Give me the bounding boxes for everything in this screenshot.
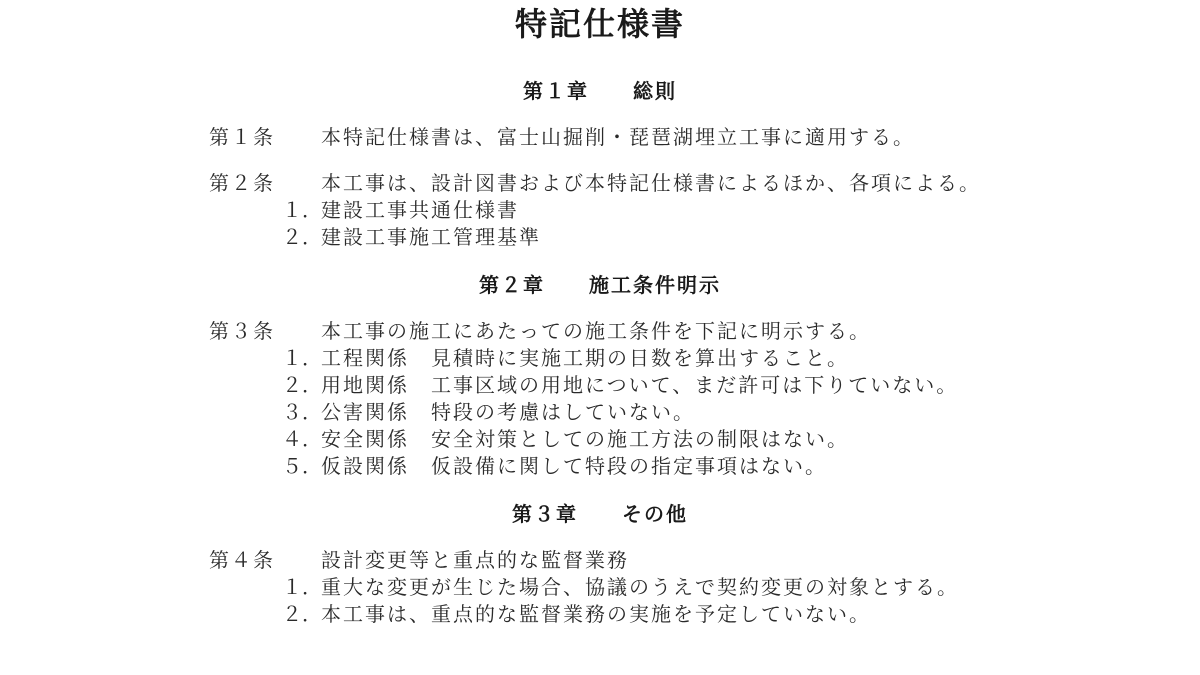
article-row	[0, 171, 1200, 198]
item-text: 重大な変更が生じた場合、協議のうえで契約変更の対象とする。	[321, 577, 959, 599]
article-text: 設計変更等と重点的な監督業務	[321, 550, 629, 572]
article-3	[0, 319, 1200, 481]
item-number: １．	[282, 577, 322, 599]
article-2	[0, 171, 1200, 252]
item-number: ４．	[282, 429, 322, 451]
item-number: ３．	[282, 402, 322, 424]
list-item	[0, 575, 1200, 602]
chapter-2	[0, 272, 1200, 481]
item-number: １．	[282, 200, 322, 222]
chapter-title: その他	[622, 504, 688, 526]
chapter-title: 施工条件明示	[589, 275, 721, 297]
article-label: 第１条	[209, 127, 275, 149]
item-text: 建設工事施工管理基準	[321, 227, 541, 249]
chapter-heading	[0, 272, 1200, 300]
chapter-heading	[0, 78, 1200, 106]
chapter-number: 第２章	[479, 275, 545, 297]
list-item	[0, 198, 1200, 225]
list-item	[0, 454, 1200, 481]
list-item	[0, 225, 1200, 252]
chapter-1	[0, 78, 1200, 252]
article-text: 本特記仕様書は、富士山掘削・琵琶湖埋立工事に適用する。	[321, 127, 915, 149]
item-text: 本工事は、重点的な監督業務の実施を予定していない。	[321, 604, 871, 626]
item-number: １．	[282, 348, 322, 370]
article-text: 本工事は、設計図書および本特記仕様書によるほか、各項による。	[321, 173, 981, 195]
item-category: 安全関係	[321, 429, 409, 451]
item-text: 特段の考慮はしていない。	[431, 402, 695, 424]
chapter-number: 第３章	[512, 504, 578, 526]
item-text: 仮設備に関して特段の指定事項はない。	[431, 456, 827, 478]
list-item	[0, 602, 1200, 629]
article-row	[0, 125, 1200, 152]
article-label: 第４条	[209, 550, 275, 572]
document-title: 特記仕様書	[514, 6, 685, 42]
article-4	[0, 548, 1200, 629]
list-item	[0, 346, 1200, 373]
item-category: 用地関係	[321, 375, 409, 397]
item-text: 安全対策としての施工方法の制限はない。	[431, 429, 849, 451]
item-number: ２．	[282, 604, 322, 626]
article-label: 第２条	[209, 173, 275, 195]
list-item	[0, 400, 1200, 427]
item-text: 見積時に実施工期の日数を算出すること。	[431, 348, 849, 370]
item-number: ５．	[282, 456, 322, 478]
chapter-number: 第１章	[523, 81, 589, 103]
item-number: ２．	[282, 375, 322, 397]
chapter-3	[0, 501, 1200, 629]
chapter-title: 総則	[633, 81, 677, 103]
article-text: 本工事の施工にあたっての施工条件を下記に明示する。	[321, 321, 871, 343]
item-text: 建設工事共通仕様書	[321, 200, 519, 222]
article-row	[0, 319, 1200, 346]
item-category: 仮設関係	[321, 456, 409, 478]
item-category: 公害関係	[321, 402, 409, 424]
list-item	[0, 427, 1200, 454]
list-item	[0, 373, 1200, 400]
item-number: ２．	[282, 227, 322, 249]
chapter-heading	[0, 501, 1200, 529]
article-row	[0, 548, 1200, 575]
article-1	[0, 125, 1200, 152]
item-text: 工事区域の用地について、まだ許可は下りていない。	[431, 375, 959, 397]
article-label: 第３条	[209, 321, 275, 343]
item-category: 工程関係	[321, 348, 409, 370]
